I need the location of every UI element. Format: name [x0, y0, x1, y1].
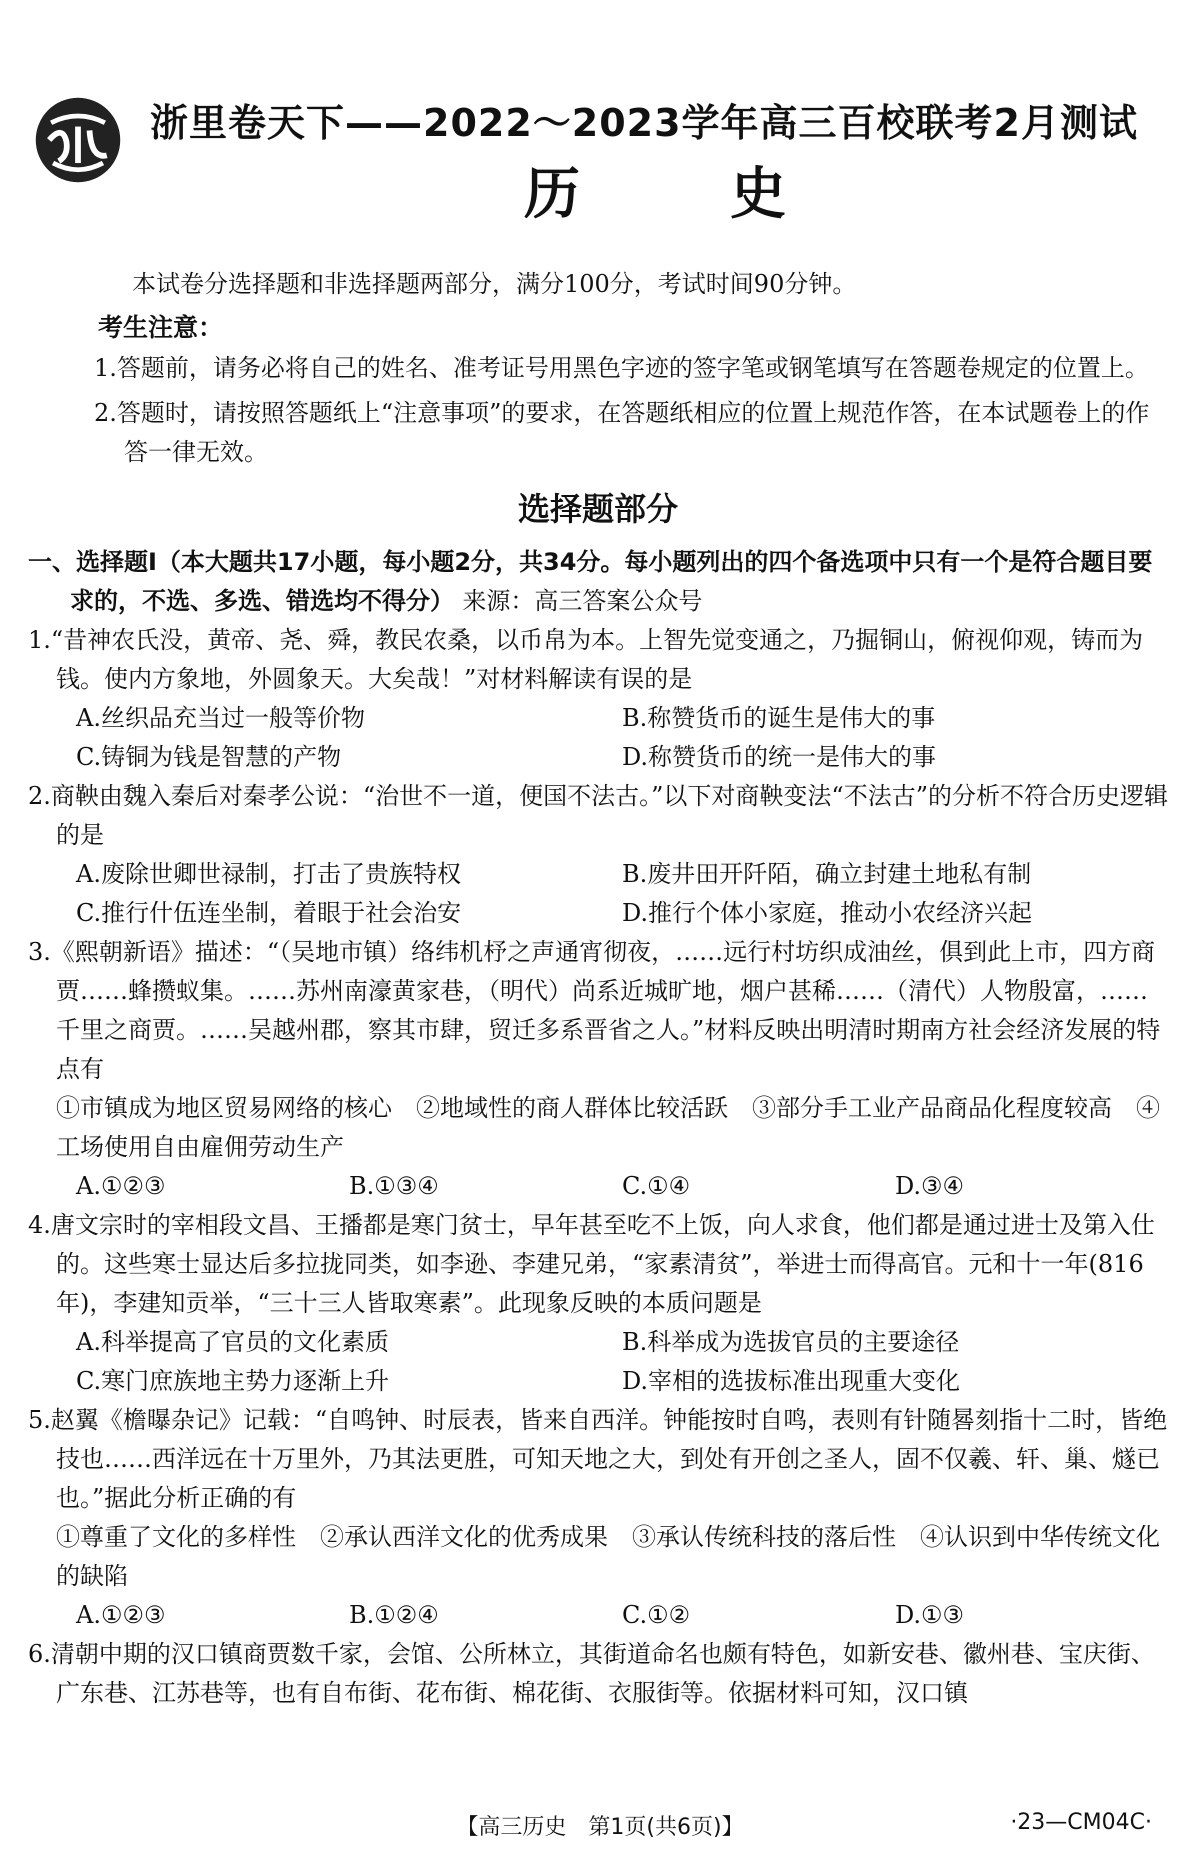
option-c: C.①② — [622, 1601, 691, 1629]
option-c: C.寒门庶族地主势力逐渐上升 — [76, 1367, 390, 1395]
question-stem: 5.赵翼《檐曝杂记》记载：“自鸣钟、时辰表，皆来自西洋。钟能按时自鸣，表则有针随晷刻指十二时，皆绝技也……西洋远在十万里外，乃其法更胜，可知天地之大，到处有开创之圣人，固不仅羲、轩、巢、燧已也。”据此分析正确的有 — [28, 1406, 1168, 1512]
option-a: A.①②③ — [76, 1601, 166, 1629]
exam-title: 浙里卷天下——2022～2023学年高三百校联考2月测试 — [150, 101, 1138, 145]
question-4 — [28, 1206, 1168, 1401]
section-title: 选择题部分 — [517, 490, 678, 528]
option-d: D.称赞货币的统一是伟大的事 — [622, 743, 937, 771]
option-d: D.①③ — [895, 1601, 965, 1629]
option-b: B.称赞货币的诞生是伟大的事 — [622, 704, 936, 732]
option-b: B.①②④ — [349, 1601, 439, 1629]
question-options — [28, 1596, 1168, 1635]
option-c: C.①④ — [622, 1172, 691, 1200]
question-options — [28, 855, 1168, 933]
option-a: A.废除世卿世禄制，打击了贵族特权 — [76, 860, 461, 888]
question-2 — [28, 777, 1168, 933]
question-1 — [28, 621, 1168, 777]
subject-title: 历史 — [524, 162, 936, 227]
source-note: 来源：高三答案公众号 — [462, 587, 703, 615]
exam-intro: 本试卷分选择题和非选择题两部分，满分100分，考试时间90分钟。 — [132, 270, 857, 298]
footer-code: ·23—CM04C· — [1010, 1810, 1152, 1835]
question-statements: ①市镇成为地区贸易网络的核心 ②地域性的商人群体比较活跃 ③部分手工业产品商品化程度较高 ④工场使用自由雇佣劳动生产 — [56, 1094, 1160, 1161]
question-stem: 3.《熙朝新语》描述：“（吴地市镇）络纬机杼之声通宵彻夜，……远行村坊织成油丝，俱到此上市，四方商贾……蜂攒蚁集。……苏州南濠黄家巷，（明代）尚系近城旷地，烟户甚稀……（清代）人物殷富，……千里之商贾。……吴越州郡，察其市肆，贸迁多系晋省之人。”材料反映出明清时期南方社会经济发展的特点有 — [28, 938, 1161, 1083]
question-stem: 6.清朝中期的汉口镇商贾数千家，会馆、公所林立，其街道命名也颇有特色，如新安巷、徽州巷、宝庆街、广东巷、江苏巷等，也有自布街、花布街、棉花街、衣服街等。依据材料可知，汉口镇 — [28, 1640, 1155, 1707]
question-3 — [28, 933, 1168, 1206]
question-options — [28, 1323, 1168, 1401]
option-c: C.推行什伍连坐制，着眼于社会治安 — [76, 899, 462, 927]
option-a: A.科举提高了官员的文化素质 — [76, 1328, 389, 1356]
footer-page-info: 【高三历史 第1页(共6页)】 — [456, 1815, 744, 1840]
option-b: B.科举成为选拔官员的主要途径 — [622, 1328, 960, 1356]
question-options — [28, 699, 1168, 777]
question-stem: 4.唐文宗时的宰相段文昌、王播都是寒门贫士，早年甚至吃不上饭，向人求食，他们都是通过进士及第入仕的。这些寒士显达后多拉拢同类，如李逊、李建兄弟，“家素清贫”，举进士而得高官。元和十一年(816年)，李建知贡举，“三十三人皆取寒素”。此现象反映的本质问题是 — [28, 1211, 1155, 1317]
question-6 — [28, 1635, 1168, 1713]
notice-heading: 考生注意： — [98, 313, 224, 342]
question-stem: 2.商鞅由魏入秦后对秦孝公说：“治世不一道，便国不法古。”以下对商鞅变法“不法古”的分析不符合历史逻辑的是 — [28, 782, 1168, 849]
option-a: A.①②③ — [76, 1172, 166, 1200]
option-d: D.③④ — [895, 1172, 965, 1200]
question-stem: 1.“昔神农氏没，黄帝、尧、舜，教民农桑，以币帛为本。上智先觉变通之，乃掘铜山，俯视仰观，铸而为钱。使内方象地，外圆象天。大矣哉！”对材料解读有误的是 — [28, 626, 1144, 693]
option-d: D.宰相的选拔标准出现重大变化 — [622, 1367, 961, 1395]
option-d: D.推行个体小家庭，推动小农经济兴起 — [622, 899, 1033, 927]
option-b: B.废井田开阡陌，确立封建土地私有制 — [622, 860, 1032, 888]
option-b: B.①③④ — [349, 1172, 439, 1200]
question-statements: ①尊重了文化的多样性 ②承认西洋文化的优秀成果 ③承认传统科技的落后性 ④认识到中华传统文化的缺陷 — [56, 1523, 1160, 1590]
option-c: C.铸铜为钱是智慧的产物 — [76, 743, 342, 771]
question-5 — [28, 1401, 1168, 1635]
part-heading — [28, 543, 1168, 621]
notice-item: 1.答题前，请务必将自己的姓名、准考证号用黑色字迹的签字笔或钢笔填写在答题卷规定的位置上。 — [94, 354, 1149, 382]
exam-content — [28, 265, 1168, 1713]
option-a: A.丝织品充当过一般等价物 — [76, 704, 365, 732]
question-options — [28, 1167, 1168, 1206]
part-heading-text: 一、选择题Ⅰ（本大题共17小题，每小题2分，共34分。每小题列出的四个备选项中只有一个是符合题目要求的，不选、多选、错选均不得分） — [28, 548, 1153, 615]
notice-item: 2.答题时，请按照答题纸上“注意事项”的要求，在答题纸相应的位置上规范作答，在本试题卷上的作答一律无效。 — [94, 399, 1150, 466]
